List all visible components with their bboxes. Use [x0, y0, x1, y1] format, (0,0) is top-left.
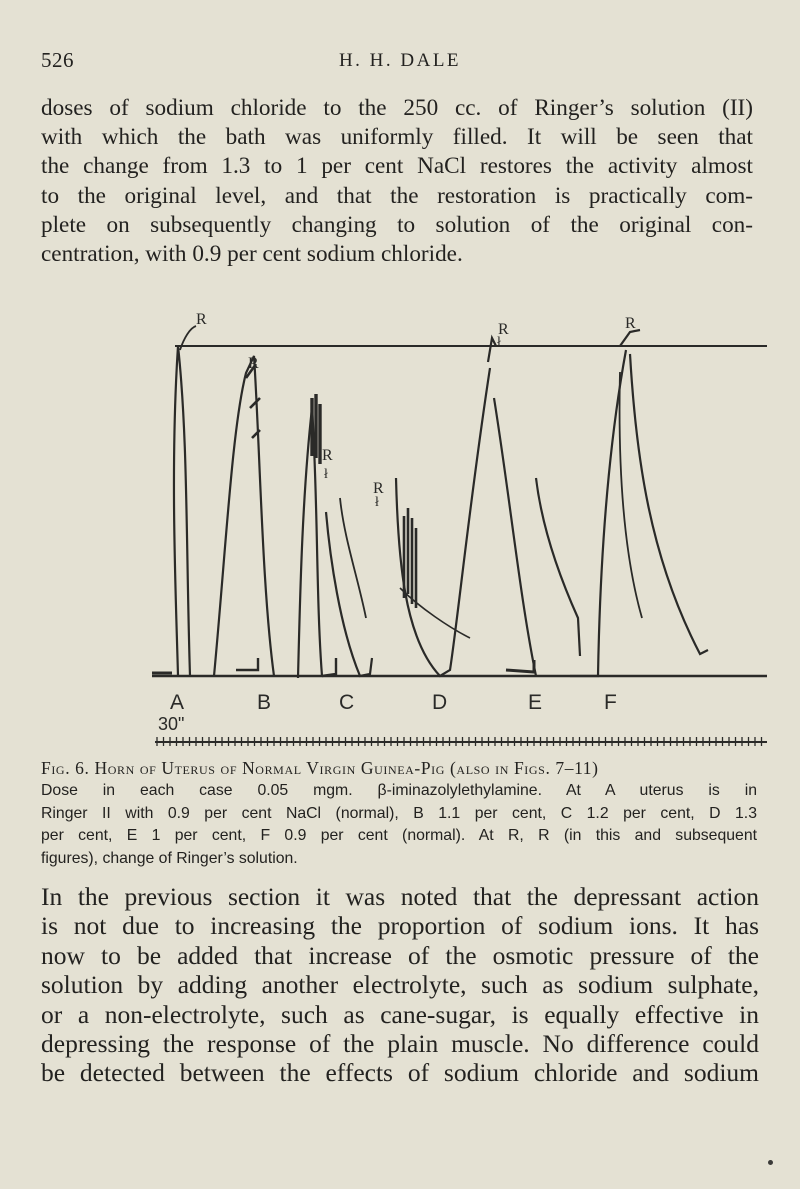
paragraph-top — [41, 94, 753, 269]
caption-line: Dose in each case 0.05 mgm. β-iminazolylethylamine. At A uterus is in — [41, 782, 757, 799]
caption-line: figures), change of Ringer’s solution. — [41, 849, 298, 867]
change-marker: R — [373, 480, 384, 497]
tracing-f — [536, 478, 580, 656]
text-line: plete on subsequently changing to solution of the original con- — [41, 211, 753, 238]
text-line: solution by adding another electrolyte, such as sodium sulphate, — [41, 970, 759, 1000]
text-line: doses of sodium chloride to the 250 cc. of Ringer’s solution (II) — [41, 95, 753, 121]
caption-line: Ringer II with 0.9 per cent NaCl (normal), B 1.1 per cent, C 1.2 per cent, D 1.3 — [41, 804, 757, 822]
change-marker: R — [498, 321, 509, 338]
figure-label: Fig. 6. — [41, 758, 90, 778]
tracing-e — [396, 368, 490, 676]
svg-text:ł: ł — [324, 467, 328, 482]
text-line: now to be added that increase of the osmotic pressure of the — [41, 940, 759, 970]
panel-label-e: E — [528, 691, 543, 714]
figure-title: Horn of Uterus of Normal Virgin Guinea-Pig (also in Figs. 7–11) — [94, 758, 599, 778]
kymograph-figure — [0, 298, 800, 748]
panel-label-d: D — [432, 691, 448, 714]
text-line: depressing the response of the plain muscle. No difference could — [41, 1029, 759, 1059]
svg-text:ł: ł — [497, 335, 501, 350]
change-marker: R — [625, 315, 636, 332]
panel-label-b: B — [257, 691, 272, 714]
page-number: 526 — [41, 48, 74, 72]
tracing-d — [326, 512, 372, 676]
change-marker: R — [248, 355, 259, 372]
panel-label-c: C — [339, 691, 355, 714]
text-line: to the original level, and that the restoration is practically com- — [41, 182, 753, 209]
running-head: H. H. DALE — [338, 50, 462, 71]
svg-text:ł: ł — [375, 495, 379, 510]
text-line: or a non-electrolyte, such as cane-sugar, is equally effective in — [41, 999, 759, 1029]
caption-title — [41, 758, 757, 779]
time-scale-label: 30" — [158, 714, 185, 734]
text-line: centration, with 0.9 per cent sodium chloride. — [41, 241, 463, 268]
caption-line: per cent, E 1 per cent, F 0.9 per cent (normal). At R, R (in this and subsequent — [41, 827, 757, 844]
text-line: is not due to increasing the proportion of sodium ions. It has — [41, 911, 759, 941]
caption-body — [41, 780, 757, 870]
text-line: In the previous section it was noted that the depressant action — [41, 882, 759, 911]
text-line: the change from 1.3 to 1 per cent NaCl restores the activity almost — [41, 153, 753, 180]
panel-label-f: F — [604, 691, 617, 714]
panel-label-a: A — [170, 691, 185, 714]
text-line: with which the bath was uniformly filled. It will be seen that — [41, 124, 753, 151]
text-line: be detected between the effects of sodium chloride and sodium — [41, 1058, 759, 1088]
tracing-a — [174, 346, 190, 676]
change-marker: R — [322, 447, 333, 464]
printer-mark — [768, 1160, 773, 1165]
paragraph-bottom — [41, 882, 759, 1088]
change-marker: R — [196, 311, 207, 328]
tracing-b — [214, 356, 274, 676]
